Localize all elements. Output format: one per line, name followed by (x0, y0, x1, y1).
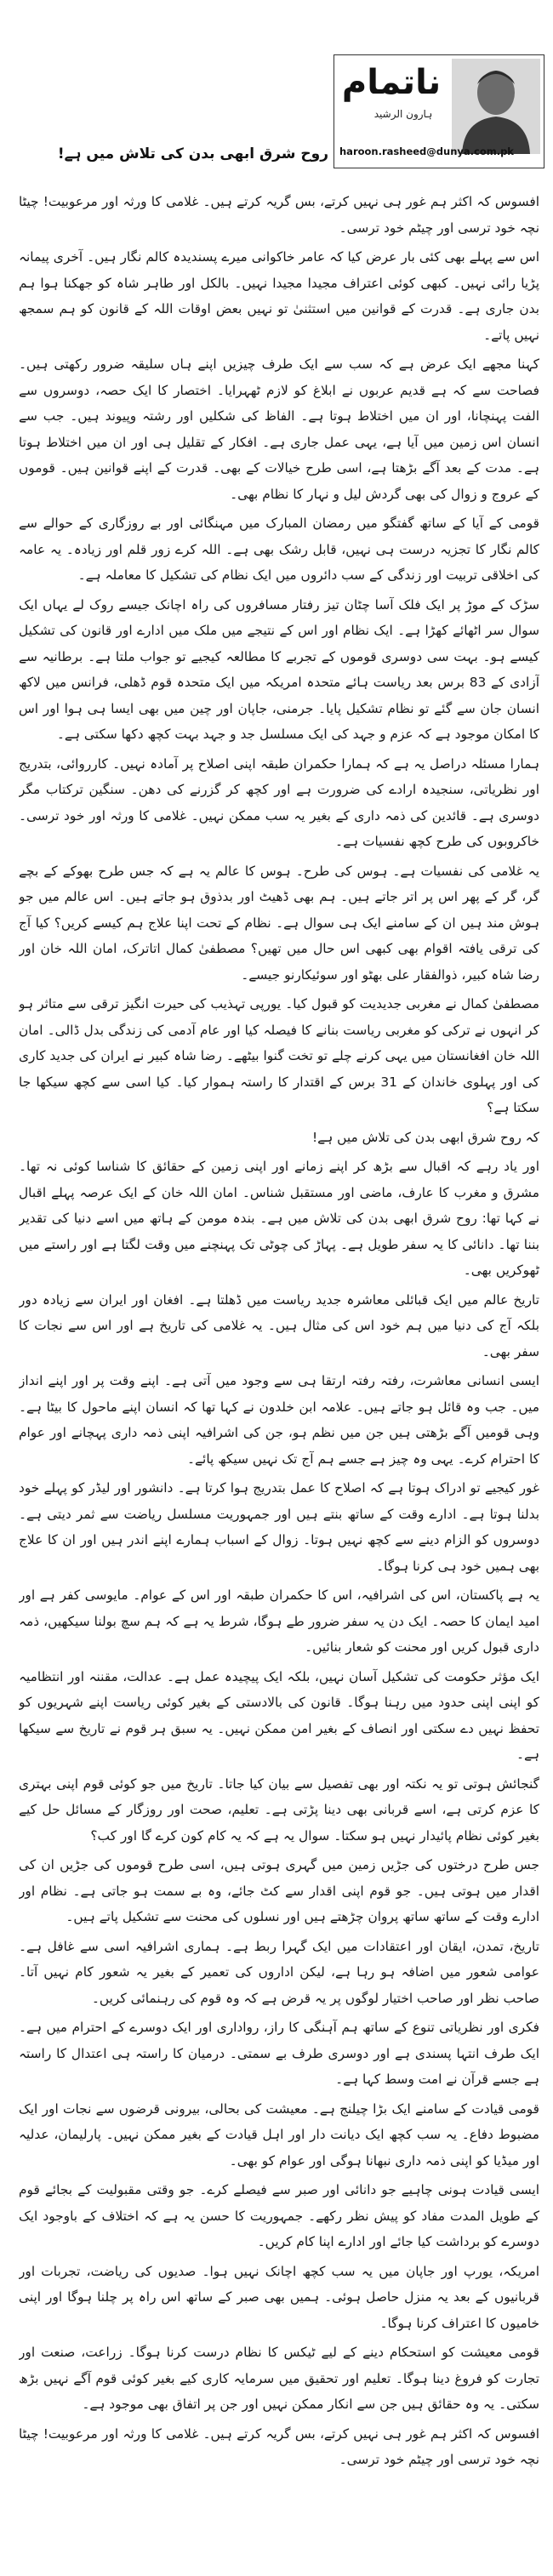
article-paragraph: امریکہ، یورپ اور جاپان میں یہ سب کچھ اچانک نہیں ہوا۔ صدیوں کی ریاضت، تجربات اور قربانیوں کے بعد یہ منزل حاصل ہوئی۔ ہمیں بھی صبر کے ساتھ اس راہ پر چلنا ہوگا اور اپنی خامیوں کا اعتراف کرنا ہوگا۔ (19, 2263, 539, 2331)
article-paragraph: گنجائش ہوتی تو یہ نکتہ اور بھی تفصیل سے بیان کیا جاتا۔ تاریخ میں جو کوئی قوم اپنی بہتری کا عزم کرتی ہے، اسے قربانی بھی دینا پڑتی ہے۔ تعلیم، صحت اور روزگار کے مسائل حل کیے بغیر کوئی نظام پائیدار نہیں ہو سکتا۔ سوال یہ ہے کہ یہ کام کون کرے گا اور کب؟ (19, 1775, 539, 1844)
article-paragraph: ہمارا مسئلہ دراصل یہ ہے کہ ہمارا حکمران طبقہ اپنی اصلاح پر آمادہ نہیں۔ کارروائی، بتدریج اور نظریاتی، سنجیدہ ارادے کی ضرورت ہے اور کچھ کر گزرنے کی دھن۔ سنگین ترکتاب مگر دوسری ہے۔ قائدین کی ذمہ داری کے بغیر یہ سب ممکن نہیں۔ غلامی کا ورثہ اور خود ترسی۔ خاکروبوں کی طرح کچھ نفسیات ہے۔ (19, 755, 539, 849)
article-paragraph: یہ ہے پاکستان، اس کی اشرافیہ، اس کا حکمران طبقہ اور اس کے عوام۔ مایوسی کفر ہے اور امید ایمان کا حصہ۔ ایک دن یہ سفر ضرور طے ہوگا، شرط یہ ہے کہ ہم سچ بولنا سیکھیں، ذمہ داری قبول کریں اور محنت کو شعار بنائیں۔ (19, 1587, 539, 1655)
article-paragraph: مصطفیٰ کمال نے مغربی جدیدیت کو قبول کیا۔ یورپی تہذیب کی حیرت انگیز ترقی سے متاثر ہو کر انہوں نے ترکی کو مغربی ریاست بنانے کا فیصلہ کیا اور عام آدمی کی زندگی بدل ڈالی۔ امان اللہ خان افغانستان میں یہی کرنے چلے تو تخت گنوا بیٹھے۔ رضا شاہ کبیر نے ایران کی جدید کاری کی اور پہلوی خاندان کے 31 برس کے اقتدار کا راستہ ہموار کیا۔ کیا اسی سے کچھ سیکھا جا سکتا ہے؟ (19, 996, 539, 1115)
article-paragraph: فکری اور نظریاتی تنوع کے ساتھ ہم آہنگی کا راز، رواداری اور ایک دوسرے کے احترام میں ہے۔ ایک طرف انتہا پسندی ہے اور دوسری طرف بے سمتی۔ درمیان کا راستہ ہی اعتدال کا راستہ ہے جسے قرآن نے امت وسط کہا ہے۔ (19, 2020, 539, 2087)
article-paragraph: ایک مؤثر حکومت کی تشکیل آسان نہیں، بلکہ ایک پیچیدہ عمل ہے۔ عدالت، مقننہ اور انتظامیہ کو اپنی اپنی حدود میں رہنا ہوگا۔ قانون کی بالادستی کے بغیر کوئی ریاست اپنے شہریوں کو تحفظ نہیں دے سکتی اور انصاف کے بغیر امن ممکن نہیں۔ یہ سبق ہر قوم نے تاریخ سے سیکھا ہے۔ (19, 1668, 539, 1762)
article-headline: روح شرق ابھی بدن کی تلاش میں ہے! (57, 145, 328, 162)
article-paragraph: تاریخ، تمدن، ایقان اور اعتقادات میں ایک گہرا ربط ہے۔ ہماری اشرافیہ اسی سے غافل ہے۔ عوامی شعور میں اضافہ ہو رہا ہے، لیکن اداروں کی تعمیر کے بغیر یہ شعور کام نہیں آتا۔ صاحب نظر اور صاحب اختیار لوگوں پر یہ قرض ہے کہ وہ قوم کی رہنمائی کریں۔ (19, 1938, 539, 2006)
article-paragraph: قومی معیشت کو استحکام دینے کے لیے ٹیکس کا نظام درست کرنا ہوگا۔ زراعت، صنعت اور تجارت کو فروغ دینا ہوگا۔ تعلیم اور تحقیق میں سرمایہ کاری کیے بغیر کوئی قوم آگے نہیں بڑھ سکتی۔ یہ وہ حقائق ہیں جن سے انکار ممکن نہیں اور جن پر اتفاق بھی موجود ہے۔ (19, 2345, 539, 2412)
author-portrait (452, 59, 540, 154)
article-paragraph: غور کیجیے تو ادراک ہوتا ہے کہ اصلاح کا عمل بتدریج ہوا کرتا ہے۔ دانشور اور لیڈر کو پہلے خود بدلنا ہوتا ہے۔ ادارے وقت کے ساتھ بنتے ہیں اور جمہوریت مسلسل ریاضت سے ثمر دیتی ہے۔ دوسروں کو الزام دینے سے کچھ نہیں ہوتا۔ زوال کے اسباب ہمارے اپنے اندر ہیں اور ان کا علاج بھی ہمیں خود ہی کرنا ہوگا۔ (19, 1480, 539, 1574)
column-logo-box (334, 54, 544, 168)
article-paragraph: یہ غلامی کی نفسیات ہے۔ ہوس کی طرح۔ ہوس کا عالم یہ ہے کہ جس طرح بھوکے کے بچے گر، گر کے پھر اس پر اتر جاتے ہیں۔ ہم بھی ڈھیٹ اور بدذوق ہو جاتے ہیں۔ اس عالم میں جو ہوش مند ہیں ان کے سامنے ایک ہی سوال ہے۔ نظام کے تحت اپنا علاج ہم کیسے کریں؟ کیا آج کی ترقی یافتہ اقوام بھی کبھی اس حال میں تھیں؟ مصطفیٰ کمال اتاترک، امان اللہ خان اور رضا شاہ کبیر، ذوالفقار علی بھٹو اور سوئیکارنو جیسے۔ (19, 863, 539, 983)
article-paragraph: جس طرح درختوں کی جڑیں زمین میں گہری ہوتی ہیں، اسی طرح قوموں کی جڑیں ان کی اقدار میں ہوتی ہیں۔ جو قوم اپنی اقدار سے کٹ جائے، وہ بے سمت ہو جاتی ہے۔ نظام اور ادارے وقت کے ساتھ ساتھ پروان چڑھتے ہیں اور نسلوں کی محنت سے تشکیل پاتے ہیں۔ (19, 1857, 539, 1924)
article-paragraph: افسوس کہ اکثر ہم غور ہی نہیں کرتے، بس گریہ کرتے ہیں۔ غلامی کا ورثہ اور مرعوبیت! چیٹا نچہ خود ترسی اور چیٹم خود ترسی۔ (19, 2425, 539, 2467)
article-paragraph: ایسی انسانی معاشرت، رفتہ رفتہ ارتقا ہی سے وجود میں آتی ہے۔ اپنے وقت پر اور اپنے انداز میں۔ جب وہ قائل ہو جاتے ہیں۔ علامہ ابن خلدون نے کہا تھا کہ انسان اپنے ماحول کا بیٹا ہے۔ وہی قومیں آگے بڑھتی ہیں جن میں نظم ہو، جن کی اشرافیہ اپنی ذمہ داری پہچانے اور عوام کا احترام کرے۔ یہی وہ چیز ہے جسے ہم آج تک نہیں سیکھ پائے۔ (19, 1373, 539, 1467)
article-paragraph: کہ روح شرق ابھی بدن کی تلاش میں ہے! (312, 1129, 539, 1145)
article-paragraph: قومی کے آیا کے ساتھ گفتگو میں رمضان المبارک میں مہنگائی اور بے روزگاری کے حوالے سے کالم نگار کا تجزیہ درست ہی نہیں، قابل رشک بھی ہے۔ اللہ کرے زور قلم اور زیادہ۔ یہ عامہ کی اخلاقی تربیت اور زندگی کے سب دائروں میں ایک نظام کی تشکیل کا معاملہ ہے۔ (19, 516, 539, 583)
column-header (0, 0, 553, 182)
article-paragraph: تاریخ عالم میں ایک قبائلی معاشرہ جدید ریاست میں ڈھلتا ہے۔ افغان اور ایران سے زیادہ دور بلکہ آج کی دنیا میں ہم خود اس کی مثال ہیں۔ یہ غلامی کی تاریخ ہے اور اس سے نجات کا سفر بھی۔ (19, 1291, 539, 1359)
article-body (19, 189, 539, 2562)
author-name: ہارون الرشید (373, 108, 433, 120)
article-paragraph: سڑک کے موڑ پر ایک فلک آسا چٹان تیز رفتار مسافروں کی راہ اچانک جیسے روک لے یہاں ایک سوال سر اٹھائے کھڑا ہے۔ ایک نظام اور اس کے نتیجے میں ملک میں ادارے اور قانون کی تشکیل کیسے ہو۔ بہت سی دوسری قوموں کے تجربے کا مطالعہ کیجیے تو جواب ملتا ہے۔ برطانیہ سے آزادی کے 83 برس بعد ریاست ہائے متحدہ امریکہ میں ایک متحدہ قوم ڈھلی، فرانس میں لاکھ انسان جان سے گئے تو نظام تشکیل پایا۔ جرمنی، جاپان اور چین میں بھی ایسا ہی ہوا اور اس کا امکان موجود ہے کہ عزم و جہد کی ایک مسلسل جد و جہد بہت کچھ دکھا سکتی ہے۔ (19, 596, 539, 742)
article-paragraph: اور یاد رہے کہ اقبال سے بڑھ کر اپنے زمانے اور اپنی زمین کے حقائق کا شناسا کوئی نہ تھا۔ مشرق و مغرب کا عارف، ماضی اور مستقبل شناس۔ امان اللہ خان کے ایک عرصہ پہلے اقبال نے کہا تھا: روح شرق ابھی بدن کی تلاش میں ہے۔ بندہ مومن کے ہاتھ میں اسے دنیا کی تقدیر بننا تھا۔ دانائی کا یہ سفر طویل ہے۔ پہاڑ کی چوٹی تک پہنچنے میں وقت لگتا ہے اور راستے میں ٹھوکریں بھی۔ (19, 1159, 539, 1278)
column-title: ناتمام (341, 63, 442, 102)
article-paragraph: اس سے پہلے بھی کئی بار عرض کیا کہ عامر خاکوانی میرے پسندیدہ کالم نگار ہیں۔ آخری پیمانہ پڑیا رائی نہیں۔ کبھی کوئی اعتراف مجیدا مجیدا نہیں۔ بالکل اور طاہر شاہ کو جھکنا ہوا ہم بدن جاری ہے۔ قدرت کے قوانین میں استثنیٰ تو نہیں بعض اوقات اللہ کے قانون کو ہم سمجھ نہیں پاتے۔ (19, 249, 539, 343)
article-paragraph: افسوس کہ اکثر ہم غور ہی نہیں کرتے، بس گریہ کرتے ہیں۔ غلامی کا ورثہ اور مرعوبیت! چیٹا نچہ خود ترسی اور چیٹم خود ترسی۔ (19, 194, 539, 236)
article-paragraph: قومی قیادت کے سامنے ایک بڑا چیلنج ہے۔ معیشت کی بحالی، بیرونی قرضوں سے نجات اور ایک مضبوط دفاع۔ یہ سب کچھ ایک دیانت دار اور اہل قیادت کے بغیر ممکن نہیں۔ پارلیمان، عدلیہ اور میڈیا کو اپنی ذمہ داری نبھانا ہوگی اور عوام کو بھی۔ (19, 2100, 539, 2169)
author-email[interactable]: haroon.rasheed@dunya.com.pk (339, 145, 514, 157)
article-paragraph: ایسی قیادت ہونی چاہیے جو دانائی اور صبر سے فیصلے کرے۔ جو وقتی مقبولیت کے بجائے قوم کے طویل المدت مفاد کو پیش نظر رکھے۔ جمہوریت کا حسن یہ ہے کہ اختلاف کے باوجود ایک دوسرے کو برداشت کیا جائے اور ادارے اپنا کام کریں۔ (19, 2182, 539, 2249)
article-paragraph: کہنا مجھے ایک عرض ہے کہ سب سے ایک طرف چیزیں اپنے ہاں سلیقہ ضرور رکھتی ہیں۔ فصاحت سے کہ ہے قدیم عربوں نے ابلاغ کو لازم ٹھہرایا۔ اختصار کا ایک حصہ، دوسروں سے الفت پہنچانا، اور ان میں اختلاط ہوتا ہے۔ الفاظ کی شکلیں اور رشتہ وپیوند ہیں۔ جب سے انسان اس زمین میں آیا ہے، یہی عمل جاری ہے۔ افکار کے تقلیل ہی اور ان میں اختلاط ہوتا ہے۔ مدت کے بعد آگے بڑھتا ہے، اسی طرح خیالات کے بھی۔ قدرت کے اپنے قوانین ہیں۔ قوموں کے عروج و زوال کی بھی گردش لیل و نہار کا نظام بھی۔ (19, 356, 539, 502)
